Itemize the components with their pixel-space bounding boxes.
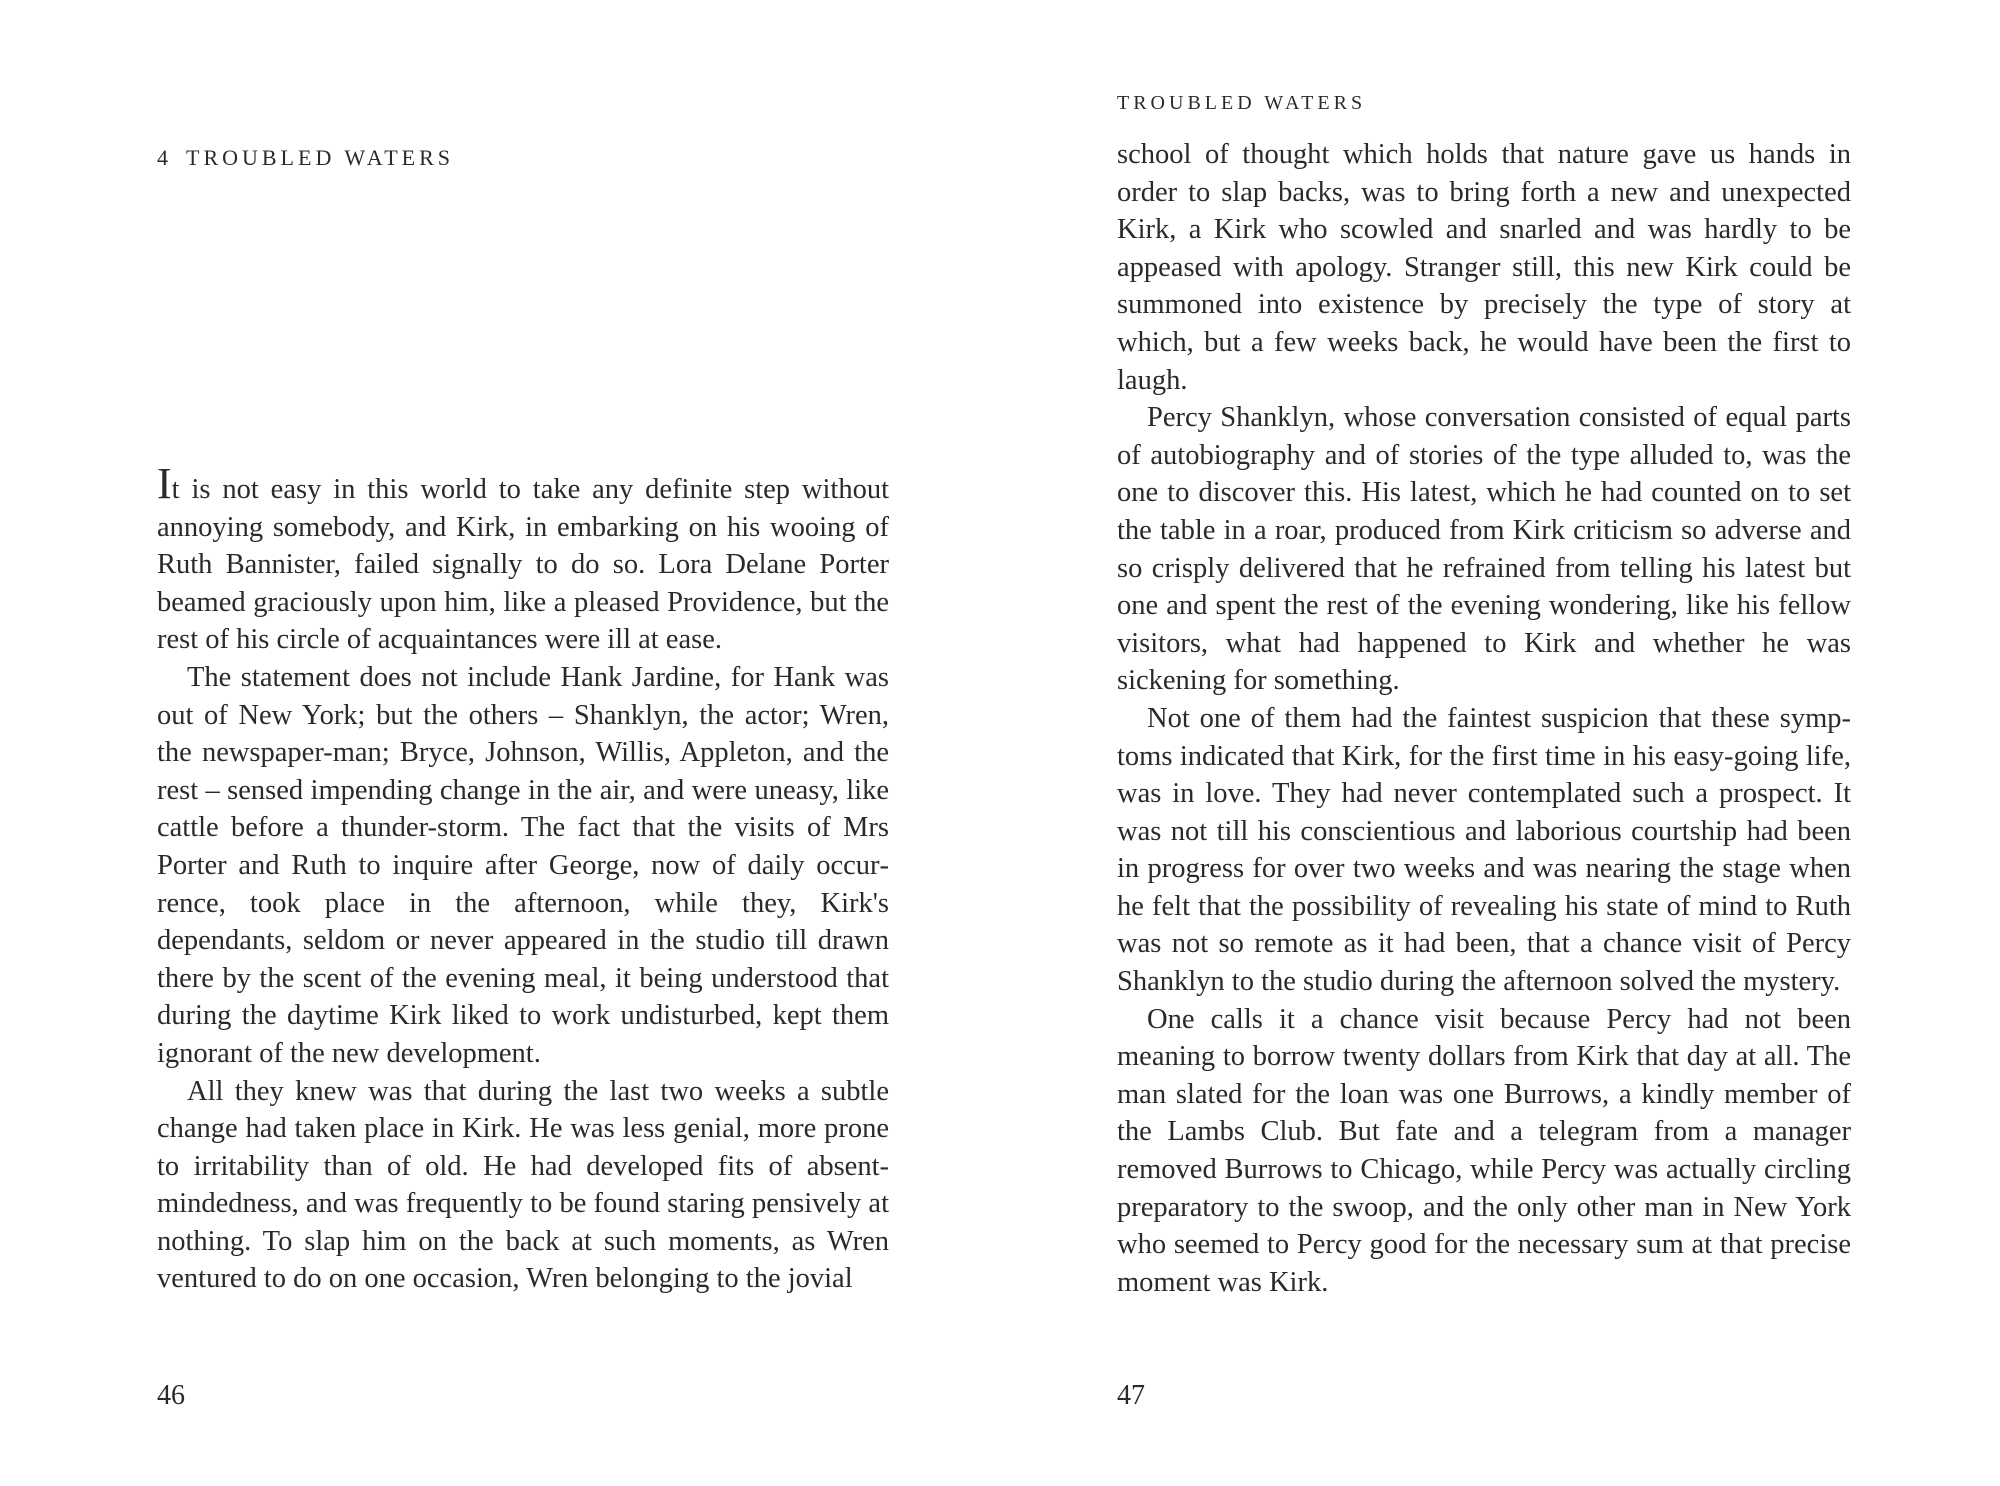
paragraph-chance-visit: One calls it a chance visit because Percy had not been meaning to borrow twenty dollars from Kirk that day at all. The man slated for the loan was one Burrows, a kindly member of the Lambs Club. But fate and a telegram from a manager removed Burrows to Chicago, while Percy was actually circling preparatory to the swoop, and the only other man in New York who seemed to Percy good for the necessary sum at that precise moment was Kirk. bbox=[1117, 1003, 1851, 1298]
paragraph-suspicion: Not one of them had the faintest suspicion that these symptoms indicated that Kirk, for the first time in his easy-going life, was in love. They had never contemplated such a prospect. It was not till his conscientious and laborious courtship had been in progress for over two weeks and was nearing the stage when he felt that the possibility of revealing his state of mind to Ruth was not so remote as it had been, that a chance visit of Percy Shanklyn to the studio during the afternoon solved the mystery. bbox=[1117, 702, 1851, 998]
page-number-left: 46 bbox=[157, 1380, 185, 1411]
running-head-title: TROUBLED WATERS bbox=[186, 145, 454, 170]
paragraph-continued: school of thought which holds that nature gave us hands in order to slap backs, was to bring forth a new and unexpected Kirk, a Kirk who scowled and snarled and was hardly to be appeased with apology. Stranger still, this new Kirk could be summoned into existence by precisely the type of story at which, but a few weeks back, he would have been the first to laugh. bbox=[1117, 139, 1851, 396]
left-text-block bbox=[157, 459, 889, 1298]
page-number-right: 47 bbox=[1117, 1380, 1145, 1411]
paragraph-1-text: t is not easy in this world to take any definite step without annoying somebody, and Kirk, in embarking on his wooing of Ruth Bannister, failed signally to do so. Lora Delane Porter beamed graciously upon him, like a pleased Providence, but the rest of his circle of acquaintances were ill at ease. bbox=[157, 474, 889, 656]
right-page bbox=[1000, 0, 2000, 1486]
paragraph-3: All they knew was that during the last two weeks a subtle change had taken place in Kirk. He was less genial, more prone to irritability than of old. He had developed fits of absentmindedness, and was frequently to be found staring pensively at nothing. To slap him on the back at such moments, as Wren ventured to do on one occasion, Wren belonging to the jovial bbox=[157, 1075, 889, 1295]
right-text-block bbox=[1117, 136, 1851, 1301]
paragraph-1 bbox=[157, 459, 889, 659]
running-head-left bbox=[157, 145, 454, 171]
paragraph-percy: Percy Shanklyn, whose conversation consisted of equal parts of autobiography and of stories of the type alluded to, was the one to discover this. His latest, which he had counted on to set the table in a roar, produced from Kirk criticism so adverse and so crisply delivered that he refrained from telling his latest but one and spent the rest of the evening wondering, like his fellow visitors, what had happened to Kirk and whether he was sickening for something. bbox=[1117, 402, 1851, 697]
chapter-number: 4 bbox=[157, 145, 172, 170]
running-head-right: TROUBLED WATERS bbox=[1117, 92, 1367, 114]
paragraph-2: The statement does not include Hank Jardine, for Hank was out of New York; but the others – Shanklyn, the actor; Wren, the newspaper-man; Bryce, Johnson, Willis, Appleton, and the rest – sensed impending change in the air, and were uneasy, like cattle before a thunder-storm. The fact that the visits of Mrs Porter and Ruth to inquire after George, now of daily occurrence, took place in the afternoon, while they, Kirk's dependants, seldom or never appeared in the studio till drawn there by the scent of the evening meal, it being understood that during the daytime Kirk liked to work undisturbed, kept them ignorant of the new development. bbox=[157, 661, 889, 1069]
drop-initial: I bbox=[157, 459, 172, 508]
